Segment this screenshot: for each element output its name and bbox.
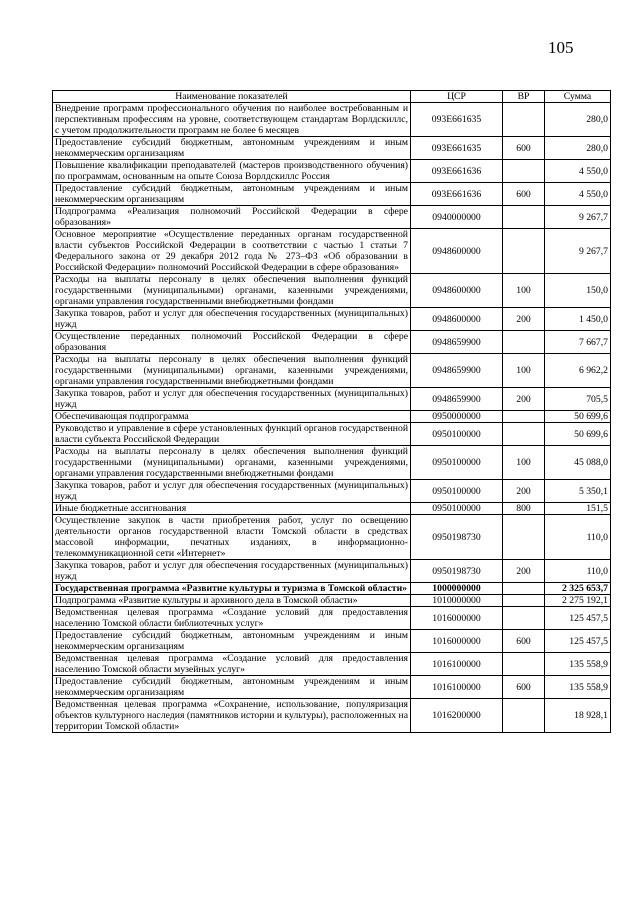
row-code-cell: 1000000000 xyxy=(411,583,503,595)
row-name-cell: Закупка товаров, работ и услуг для обеспечения государственных (муниципальных) нужд xyxy=(53,560,411,583)
row-vr-cell xyxy=(503,515,545,560)
row-name-cell: Обеспечивающая подпрограмма xyxy=(53,411,411,423)
row-sum-cell: 110,0 xyxy=(545,515,611,560)
table-row xyxy=(53,331,611,354)
table-row xyxy=(53,583,611,595)
row-sum-cell: 50 699,6 xyxy=(545,423,611,446)
row-vr-cell xyxy=(503,595,545,607)
row-sum-cell: 125 457,5 xyxy=(545,630,611,653)
table-row xyxy=(53,699,611,733)
row-vr-cell xyxy=(503,583,545,595)
row-vr-cell: 100 xyxy=(503,446,545,480)
row-vr-cell xyxy=(503,423,545,446)
row-code-cell: 0950000000 xyxy=(411,411,503,423)
row-code-cell: 093E661636 xyxy=(411,183,503,206)
row-sum-cell: 6 962,2 xyxy=(545,354,611,388)
row-vr-cell xyxy=(503,607,545,630)
row-name-cell: Осуществление закупок в части приобретения работ, услуг по освещению деятельности органов государственной власти Томской области в средствах массовой информации, печатных изданиях, в информационно-телекоммуникационной сети «Интернет» xyxy=(53,515,411,560)
row-name-cell: Внедрение программ профессионального обучения по наиболее востребованным и перспективным профессиям на уровне, соответствующем стандартам Ворлдскиллс, с учетом продолжительности программ не более 6 месяцев xyxy=(53,103,411,137)
row-vr-cell: 800 xyxy=(503,503,545,515)
table-row xyxy=(53,595,611,607)
header-vr: ВР xyxy=(503,91,545,103)
row-name-cell: Повышение квалификации преподавателей (мастеров производственного обучения) по программам, основанным на опыте Союза Ворлдскиллс Россия xyxy=(53,160,411,183)
row-vr-cell xyxy=(503,331,545,354)
row-vr-cell: 600 xyxy=(503,676,545,699)
table-row xyxy=(53,653,611,676)
row-vr-cell: 200 xyxy=(503,560,545,583)
row-code-cell: 1016000000 xyxy=(411,607,503,630)
table-row xyxy=(53,229,611,274)
row-sum-cell: 280,0 xyxy=(545,103,611,137)
row-code-cell: 093E661635 xyxy=(411,137,503,160)
row-code-cell: 1016200000 xyxy=(411,699,503,733)
row-code-cell: 0950198730 xyxy=(411,515,503,560)
row-vr-cell: 200 xyxy=(503,388,545,411)
row-sum-cell: 45 088,0 xyxy=(545,446,611,480)
row-vr-cell: 200 xyxy=(503,480,545,503)
budget-table xyxy=(52,90,611,733)
row-vr-cell: 600 xyxy=(503,183,545,206)
row-sum-cell: 110,0 xyxy=(545,560,611,583)
row-name-cell: Расходы на выплаты персоналу в целях обеспечения выполнения функций государственными (муниципальными) органами, казенными учреждениями, органами управления государственными внебюджетными фондами xyxy=(53,446,411,480)
row-code-cell: 0950100000 xyxy=(411,480,503,503)
row-sum-cell: 705,5 xyxy=(545,388,611,411)
row-vr-cell xyxy=(503,411,545,423)
row-sum-cell: 135 558,9 xyxy=(545,676,611,699)
row-code-cell: 1010000000 xyxy=(411,595,503,607)
row-vr-cell: 100 xyxy=(503,354,545,388)
table-row xyxy=(53,137,611,160)
row-vr-cell: 200 xyxy=(503,308,545,331)
table-row xyxy=(53,354,611,388)
row-name-cell: Подпрограмма «Реализация полномочий Российской Федерации в сфере образования» xyxy=(53,206,411,229)
row-code-cell: 0948659900 xyxy=(411,331,503,354)
row-sum-cell: 4 550,0 xyxy=(545,160,611,183)
row-vr-cell xyxy=(503,699,545,733)
header-sum: Сумма xyxy=(545,91,611,103)
table-row xyxy=(53,607,611,630)
row-sum-cell: 151,5 xyxy=(545,503,611,515)
row-code-cell: 0950198730 xyxy=(411,560,503,583)
row-sum-cell: 4 550,0 xyxy=(545,183,611,206)
row-name-cell: Ведомственная целевая программа «Создание условий для предоставления населению Томской области библиотечных услуг» xyxy=(53,607,411,630)
row-name-cell: Предоставление субсидий бюджетным, автономным учреждениям и иным некоммерческим организациям xyxy=(53,137,411,160)
row-sum-cell: 5 350,1 xyxy=(545,480,611,503)
row-vr-cell xyxy=(503,206,545,229)
row-sum-cell: 9 267,7 xyxy=(545,229,611,274)
row-code-cell: 0940000000 xyxy=(411,206,503,229)
table-row xyxy=(53,515,611,560)
row-name-cell: Руководство и управление в сфере установленных функций органов государственной власти субъекта Российской Федерации xyxy=(53,423,411,446)
row-name-cell: Предоставление субсидий бюджетным, автономным учреждениям и иным некоммерческим организациям xyxy=(53,630,411,653)
table-row xyxy=(53,446,611,480)
table-row xyxy=(53,206,611,229)
row-sum-cell: 125 457,5 xyxy=(545,607,611,630)
table-row xyxy=(53,630,611,653)
row-name-cell: Закупка товаров, работ и услуг для обеспечения государственных (муниципальных) нужд xyxy=(53,388,411,411)
table-row xyxy=(53,274,611,308)
table-row xyxy=(53,480,611,503)
row-code-cell: 0948600000 xyxy=(411,274,503,308)
row-sum-cell: 18 928,1 xyxy=(545,699,611,733)
table-row xyxy=(53,676,611,699)
row-vr-cell xyxy=(503,103,545,137)
page-number: 105 xyxy=(548,38,574,57)
table-row xyxy=(53,183,611,206)
row-vr-cell: 600 xyxy=(503,137,545,160)
row-name-cell: Иные бюджетные ассигнования xyxy=(53,503,411,515)
row-name-cell: Расходы на выплаты персоналу в целях обеспечения выполнения функций государственными (муниципальными) органами, казенными учреждениями, органами управления государственными внебюджетными фондами xyxy=(53,354,411,388)
row-sum-cell: 2 325 653,7 xyxy=(545,583,611,595)
table-row xyxy=(53,411,611,423)
table-row xyxy=(53,103,611,137)
row-code-cell: 0948600000 xyxy=(411,308,503,331)
row-code-cell: 0948659900 xyxy=(411,354,503,388)
row-code-cell: 0950100000 xyxy=(411,423,503,446)
table-row xyxy=(53,560,611,583)
row-vr-cell: 100 xyxy=(503,274,545,308)
row-sum-cell: 9 267,7 xyxy=(545,206,611,229)
row-code-cell: 0948659900 xyxy=(411,388,503,411)
row-name-cell: Подпрограмма «Развитие культуры и архивного дела в Томской области» xyxy=(53,595,411,607)
row-code-cell: 1016000000 xyxy=(411,630,503,653)
row-sum-cell: 50 699,6 xyxy=(545,411,611,423)
row-name-cell: Закупка товаров, работ и услуг для обеспечения государственных (муниципальных) нужд xyxy=(53,308,411,331)
row-sum-cell: 135 558,9 xyxy=(545,653,611,676)
table-row xyxy=(53,423,611,446)
row-name-cell: Ведомственная целевая программа «Сохранение, использование, популяризация объектов культурного наследия (памятников истории и культуры), расположенных на территории Томской области» xyxy=(53,699,411,733)
row-code-cell: 0948600000 xyxy=(411,229,503,274)
row-sum-cell: 280,0 xyxy=(545,137,611,160)
table-header-row xyxy=(53,91,611,103)
header-code: ЦСР xyxy=(411,91,503,103)
row-code-cell: 0950100000 xyxy=(411,503,503,515)
table-body xyxy=(53,103,611,733)
header-name: Наименование показателей xyxy=(53,91,411,103)
row-name-cell: Осуществление переданных полномочий Российской Федерации в сфере образования xyxy=(53,331,411,354)
table-row xyxy=(53,308,611,331)
row-code-cell: 093E661635 xyxy=(411,103,503,137)
row-name-cell: Предоставление субсидий бюджетным, автономным учреждениям и иным некоммерческим организациям xyxy=(53,183,411,206)
row-vr-cell xyxy=(503,229,545,274)
table-row xyxy=(53,160,611,183)
row-vr-cell xyxy=(503,653,545,676)
row-code-cell: 0950100000 xyxy=(411,446,503,480)
row-code-cell: 093E661636 xyxy=(411,160,503,183)
row-name-cell: Основное мероприятие «Осуществление переданных органам государственной власти субъектов Российской Федерации в соответствии с частью 1 статьи 7 Федерального закона от 29 декабря 2012 года № 273–ФЗ «Об образовании в Российской Федерации» полномочий Российской Федерации в сфере образования» xyxy=(53,229,411,274)
row-name-cell: Закупка товаров, работ и услуг для обеспечения государственных (муниципальных) нужд xyxy=(53,480,411,503)
row-vr-cell: 600 xyxy=(503,630,545,653)
table-row xyxy=(53,388,611,411)
row-sum-cell: 2 275 192,1 xyxy=(545,595,611,607)
row-name-cell: Ведомственная целевая программа «Создание условий для предоставления населению Томской области музейных услуг» xyxy=(53,653,411,676)
row-sum-cell: 1 450,0 xyxy=(545,308,611,331)
table-row xyxy=(53,503,611,515)
row-name-cell: Предоставление субсидий бюджетным, автономным учреждениям и иным некоммерческим организациям xyxy=(53,676,411,699)
row-name-cell: Государственная программа «Развитие культуры и туризма в Томской области» xyxy=(53,583,411,595)
row-sum-cell: 150,0 xyxy=(545,274,611,308)
row-sum-cell: 7 667,7 xyxy=(545,331,611,354)
row-name-cell: Расходы на выплаты персоналу в целях обеспечения выполнения функций государственными (муниципальными) органами, казенными учреждениями, органами управления государственными внебюджетными фондами xyxy=(53,274,411,308)
row-vr-cell xyxy=(503,160,545,183)
row-code-cell: 1016100000 xyxy=(411,676,503,699)
row-code-cell: 1016100000 xyxy=(411,653,503,676)
